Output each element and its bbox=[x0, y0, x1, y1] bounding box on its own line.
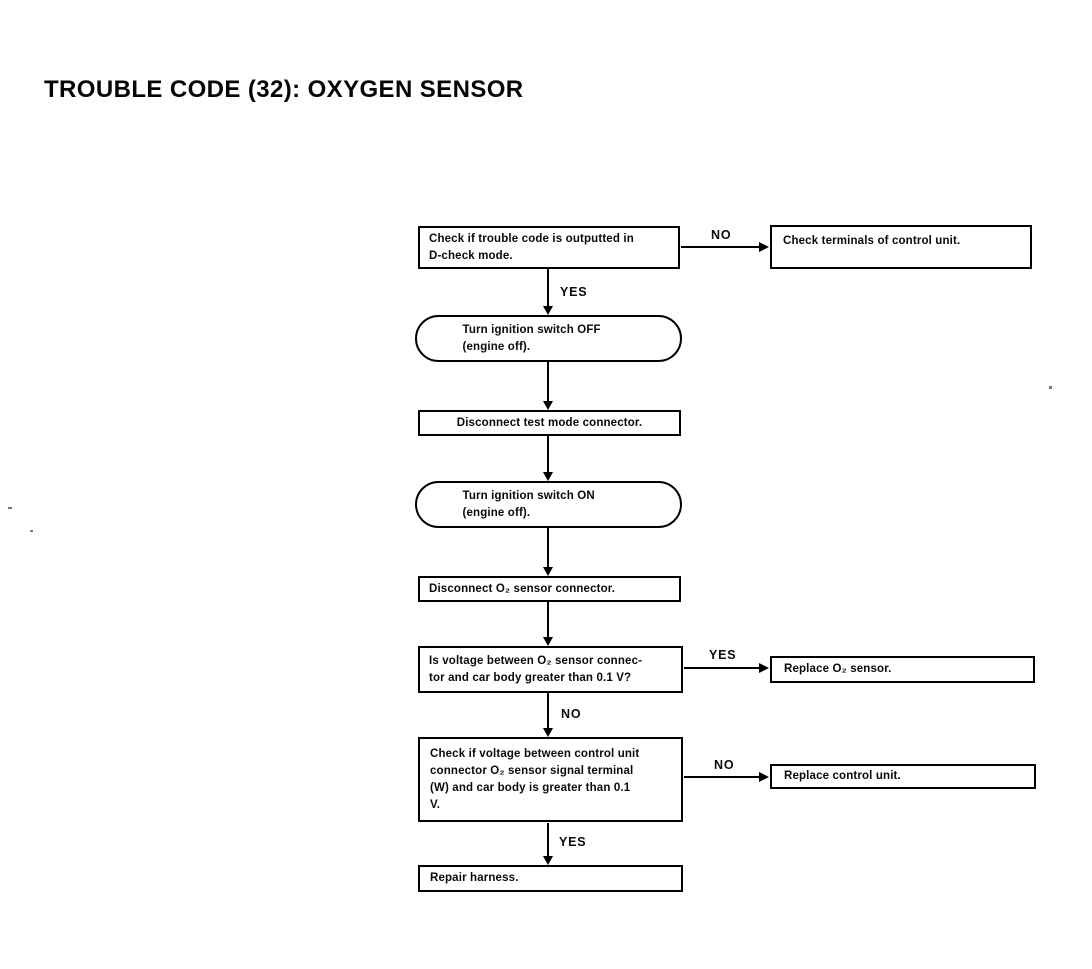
node-text-line: Check if trouble code is outputted in bbox=[429, 233, 634, 245]
flow-node-ignition-off bbox=[415, 315, 682, 362]
edge-label-yes: YES bbox=[560, 285, 588, 299]
arrow-right-icon bbox=[759, 772, 769, 782]
flow-node-voltage-o2-connector bbox=[418, 646, 683, 693]
page-title: TROUBLE CODE (32): OXYGEN SENSOR bbox=[44, 76, 524, 103]
node-text-line: Disconnect O₂ sensor connector. bbox=[429, 582, 616, 595]
node-text-line: Check if voltage between control unit bbox=[430, 748, 640, 760]
arrow-right-icon bbox=[759, 663, 769, 673]
connector-line bbox=[547, 269, 549, 306]
scan-speck bbox=[30, 530, 33, 532]
node-text-line: V. bbox=[430, 799, 441, 811]
arrow-down-icon bbox=[543, 856, 553, 865]
edge-label-no: NO bbox=[714, 758, 735, 772]
connector-line bbox=[547, 602, 549, 637]
flow-node-repair-harness bbox=[418, 865, 683, 892]
flow-node-ignition-on bbox=[415, 481, 682, 528]
flow-node-replace-o2-sensor bbox=[770, 656, 1035, 683]
node-text-line: Replace control unit. bbox=[784, 770, 901, 782]
scan-speck bbox=[1049, 386, 1052, 389]
arrow-right-icon bbox=[759, 242, 769, 252]
arrow-down-icon bbox=[543, 401, 553, 410]
arrow-down-icon bbox=[543, 728, 553, 737]
node-text-line: Repair harness. bbox=[430, 872, 519, 884]
edge-label-yes: YES bbox=[559, 835, 587, 849]
arrow-down-icon bbox=[543, 567, 553, 576]
node-text-line: (engine off). bbox=[462, 340, 531, 353]
connector-line bbox=[684, 667, 762, 669]
connector-line bbox=[547, 528, 549, 567]
node-text-line: tor and car body greater than 0.1 V? bbox=[429, 672, 632, 684]
edge-label-no: NO bbox=[711, 228, 732, 242]
connector-line bbox=[547, 693, 549, 728]
flow-node-replace-control-unit bbox=[770, 764, 1036, 789]
connector-line bbox=[681, 246, 762, 248]
node-text-line: Disconnect test mode connector. bbox=[456, 416, 643, 429]
arrow-down-icon bbox=[543, 637, 553, 646]
node-text-line: Check terminals of control unit. bbox=[783, 235, 961, 247]
node-text-line: D-check mode. bbox=[429, 250, 513, 262]
node-text-line: Turn ignition switch ON bbox=[462, 489, 595, 502]
node-text-line: Replace O₂ sensor. bbox=[784, 663, 892, 675]
flow-node-disconnect-test-mode bbox=[418, 410, 681, 436]
node-text-block bbox=[463, 488, 635, 522]
connector-line bbox=[547, 823, 549, 856]
connector-line bbox=[547, 436, 549, 472]
flow-node-voltage-control-unit bbox=[418, 737, 683, 822]
edge-label-yes: YES bbox=[709, 648, 737, 662]
node-text-line: Is voltage between O₂ sensor connec- bbox=[429, 655, 643, 667]
node-text-line: Turn ignition switch OFF bbox=[462, 323, 601, 336]
arrow-down-icon bbox=[543, 472, 553, 481]
node-text-line: connector O₂ sensor signal terminal bbox=[430, 765, 634, 777]
flow-node-check-trouble-code bbox=[418, 226, 680, 269]
arrow-down-icon bbox=[543, 306, 553, 315]
flow-node-check-terminals bbox=[770, 225, 1032, 269]
node-text-block bbox=[463, 322, 635, 356]
flow-node-disconnect-o2-sensor bbox=[418, 576, 681, 602]
node-text-line: (engine off). bbox=[462, 506, 531, 519]
scan-speck bbox=[8, 507, 12, 509]
node-text-line: (W) and car body is greater than 0.1 bbox=[430, 782, 631, 794]
connector-line bbox=[684, 776, 762, 778]
edge-label-no: NO bbox=[561, 707, 582, 721]
connector-line bbox=[547, 362, 549, 401]
